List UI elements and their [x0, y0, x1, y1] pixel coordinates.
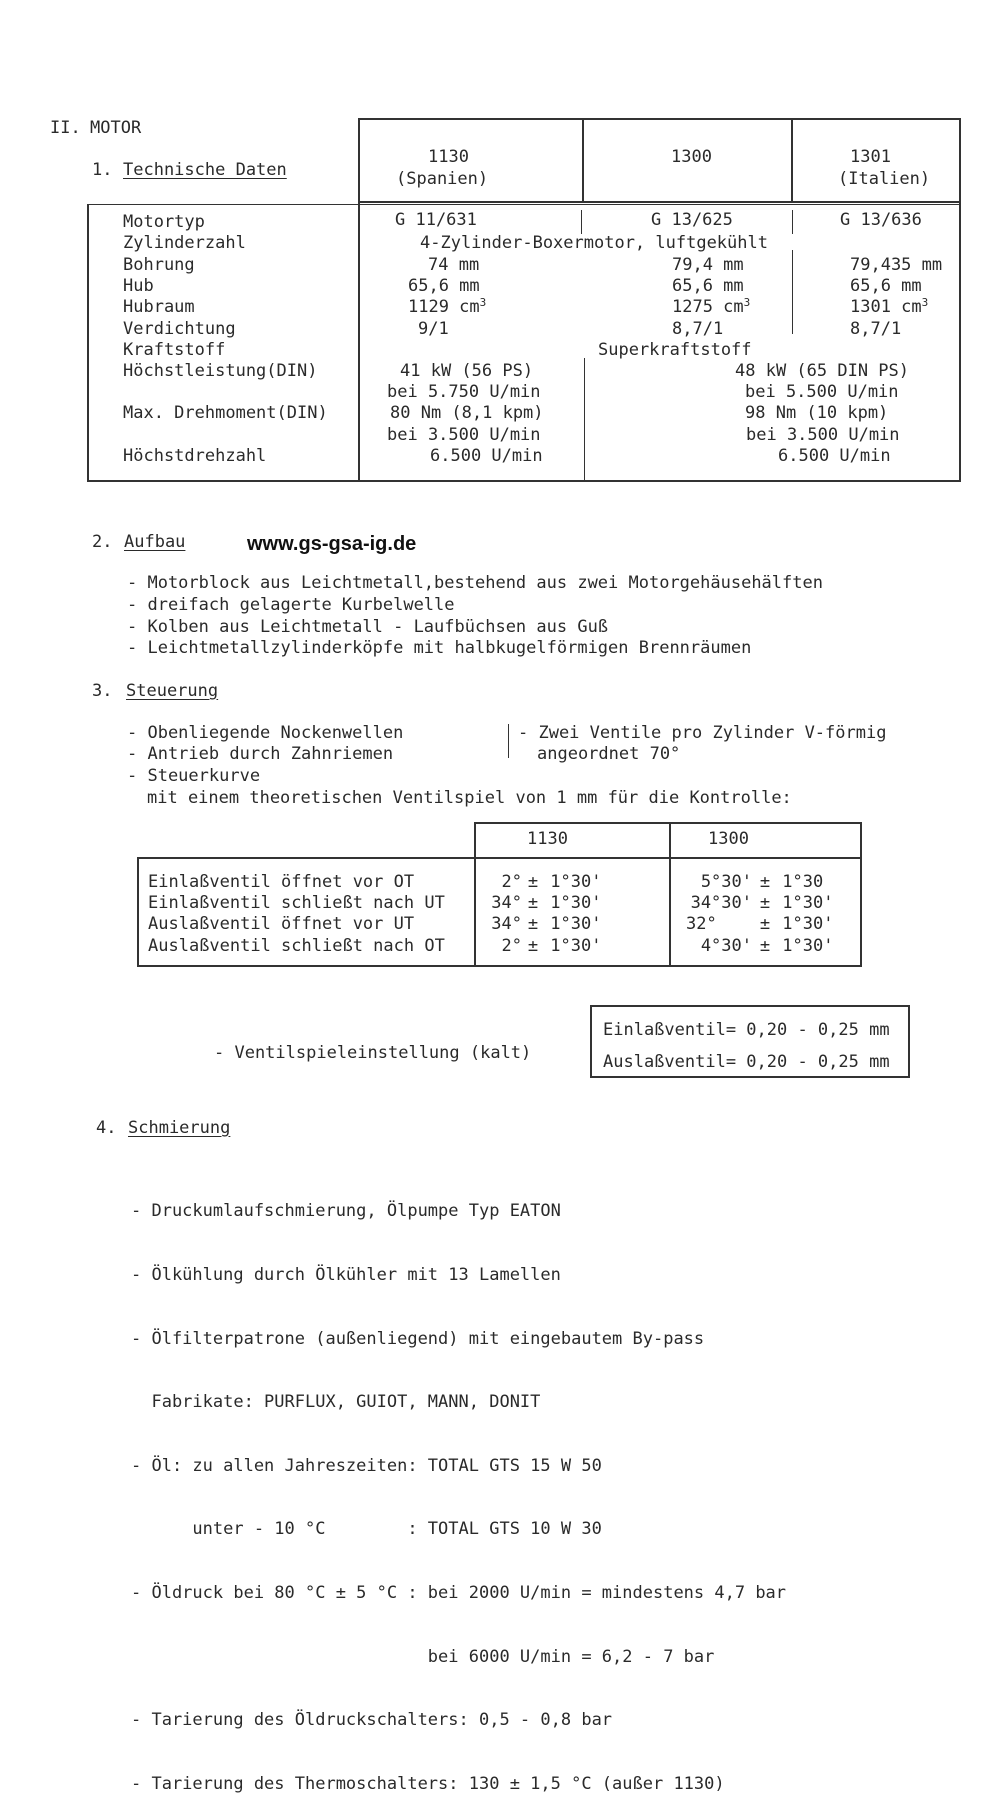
hubraum-1130-exp: 3	[479, 296, 487, 309]
valve-tol-text: 1°30'	[782, 893, 834, 913]
label-hub: Hub	[123, 276, 154, 296]
label-verdichtung: Verdichtung	[123, 319, 236, 339]
hubraum-1301-value: 1301 cm	[850, 297, 922, 317]
label-zylinderzahl: Zylinderzahl	[123, 233, 246, 253]
valve-1300-angle	[686, 914, 717, 934]
valve-1300-angle	[680, 893, 752, 913]
leistung-other-rpm: bei 5.500 U/min	[745, 382, 899, 402]
label-drehmoment: Max. Drehmoment(DIN)	[123, 403, 328, 423]
plus-minus-sign: ±	[759, 914, 771, 934]
bohrung-1300: 79,4 mm	[672, 255, 744, 275]
valve-tol-text: 1°30'	[550, 914, 602, 934]
valve-1300-angle	[680, 872, 752, 892]
tech-table-col-rule-1b	[581, 210, 582, 234]
motortyp-1130: G 11/631	[395, 210, 477, 230]
motortyp-1300: G 13/625	[651, 210, 733, 230]
tech-table-right-rule	[959, 118, 961, 482]
valve-angle-text: 2°	[501, 936, 522, 956]
valve-table-col-a	[474, 822, 476, 967]
schmierung-heading: Schmierung	[128, 1118, 231, 1138]
schmierung-line: Fabrikate: PURFLUX, GUIOT, MANN, DONIT	[131, 1392, 541, 1413]
valve-1300-tol	[758, 914, 833, 934]
col-1300-header: 1300	[671, 147, 712, 167]
valve-1130-angle	[486, 936, 522, 956]
steuerung-divider	[508, 724, 509, 758]
valve-angle-text: 5°30'	[700, 872, 752, 892]
plus-minus-sign: ±	[759, 936, 771, 956]
valve-1300-tol	[758, 872, 823, 892]
bohrung-1130: 74 mm	[428, 255, 480, 275]
leistung-1130-rpm: bei 5.750 U/min	[387, 382, 541, 402]
ventilspiel-box	[590, 1005, 910, 1078]
schmierung-line: - Druckumlaufschmierung, Ölpumpe Typ EATON	[131, 1201, 561, 1222]
plus-minus-sign: ±	[759, 872, 771, 892]
valve-table-right	[860, 822, 862, 967]
valve-1130-tol	[526, 936, 601, 956]
tech-table-col-rule-1c	[584, 358, 585, 480]
valve-1130-tol	[526, 914, 601, 934]
valve-table-bottom	[137, 965, 861, 967]
drehmoment-other: 98 Nm (10 kpm)	[745, 403, 889, 423]
label-hubraum: Hubraum	[123, 297, 195, 317]
valve-row-label: Einlaßventil öffnet vor OT	[148, 872, 415, 892]
valve-row-label: Einlaßventil schließt nach UT	[148, 893, 445, 913]
label-hoechstdrehzahl: Höchstdrehzahl	[123, 446, 267, 466]
tech-table-bottom-rule	[87, 480, 960, 482]
steuerung-heading: Steuerung	[126, 681, 219, 701]
tech-table-col-rule-2	[791, 118, 793, 203]
steuerung-number: 3.	[92, 681, 113, 701]
valve-angle-text: 34°	[491, 893, 522, 913]
leistung-1130: 41 kW (56 PS)	[400, 361, 534, 381]
aufbau-item: - Leichtmetallzylinderköpfe mit halbkugelförmigen Brennräumen	[127, 638, 752, 658]
hub-1301: 65,6 mm	[850, 276, 922, 296]
hubraum-1301	[850, 297, 928, 317]
valve-tol-text: 1°30	[782, 872, 824, 892]
section-title: MOTOR	[90, 118, 142, 138]
valve-1130-angle	[486, 914, 522, 934]
verdichtung-1300: 8,7/1	[672, 319, 724, 339]
section-number: II.	[50, 118, 81, 138]
schmierung-line: - Öl: zu allen Jahreszeiten: TOTAL GTS 15 W 50	[131, 1455, 602, 1476]
hub-1130: 65,6 mm	[408, 276, 480, 296]
hubraum-1130-value: 1129 cm	[408, 297, 480, 317]
aufbau-item: - dreifach gelagerte Kurbelwelle	[127, 595, 455, 615]
schmierung-line: bei 6000 U/min = 6,2 - 7 bar	[131, 1646, 715, 1667]
valve-tol-text: 1°30'	[550, 936, 602, 956]
valve-tol-text: 1°30'	[782, 914, 834, 934]
plus-minus-sign: ±	[527, 872, 539, 892]
label-hoechstleistung: Höchstleistung(DIN)	[123, 361, 318, 381]
steuerung-item: - Antrieb durch Zahnriemen	[127, 744, 394, 764]
hubraum-1301-exp: 3	[921, 296, 929, 309]
tech-table-top-rule	[358, 118, 960, 120]
valve-row-label: Auslaßventil schließt nach OT	[148, 936, 445, 956]
drehzahl-other: 6.500 U/min	[778, 446, 891, 466]
steuerung-kontrolle: mit einem theoretischen Ventilspiel von 1 mm für die Kontrolle:	[147, 788, 792, 808]
drehmoment-other-rpm: bei 3.500 U/min	[746, 425, 900, 445]
tech-table-left-rule	[87, 204, 89, 482]
verdichtung-1130: 9/1	[418, 319, 449, 339]
drehmoment-1130: 80 Nm (8,1 kpm)	[390, 403, 544, 423]
kraftstoff-all: Superkraftstoff	[598, 340, 752, 360]
steuerung-item: - Steuerkurve	[127, 766, 261, 786]
tech-heading-number: 1.	[92, 160, 113, 180]
leistung-other: 48 kW (65 DIN PS)	[735, 361, 909, 381]
steuerung-item: - Obenliegende Nockenwellen	[127, 723, 404, 743]
verdichtung-1301: 8,7/1	[850, 319, 902, 339]
valve-1130-angle	[486, 893, 522, 913]
drehzahl-1130: 6.500 U/min	[430, 446, 543, 466]
label-motortyp: Motortyp	[123, 212, 205, 232]
aufbau-item: - Kolben aus Leichtmetall - Laufbüchsen aus Guß	[127, 617, 609, 637]
valve-table-header-bottom	[137, 857, 861, 859]
plus-minus-sign: ±	[759, 893, 771, 913]
valve-col-1130: 1130	[527, 829, 568, 849]
aufbau-item: - Motorblock aus Leichtmetall,bestehend aus zwei Motorgehäusehälften	[127, 573, 823, 593]
steuerung-right-item: angeordnet 70°	[537, 744, 681, 764]
schmierung-line: - Tarierung des Thermoschalters: 130 ± 1,5 °C (außer 1130)	[131, 1773, 725, 1794]
tech-heading: Technische Daten	[123, 160, 287, 180]
ventilspiel-auslass: Auslaßventil= 0,20 - 0,25 mm	[603, 1052, 890, 1072]
schmierung-line: - Tarierung des Öldruckschalters: 0,5 - 0,8 bar	[131, 1710, 613, 1731]
valve-table-left	[137, 857, 139, 967]
hubraum-1300	[672, 297, 750, 317]
schmierung-line: - Ölfilterpatrone (außenliegend) mit eingebautem By-pass	[131, 1328, 705, 1349]
valve-tol-text: 1°30'	[550, 893, 602, 913]
drehmoment-1130-rpm: bei 3.500 U/min	[387, 425, 541, 445]
valve-1130-angle	[486, 872, 522, 892]
tech-table-col-rule-1	[582, 118, 584, 203]
hubraum-1300-value: 1275 cm	[672, 297, 744, 317]
valve-1300-tol	[758, 893, 833, 913]
hub-1300: 65,6 mm	[672, 276, 744, 296]
aufbau-heading: Aufbau	[124, 532, 186, 552]
valve-table-col-b	[669, 822, 671, 967]
schmierung-lines	[131, 1159, 786, 1816]
tech-table-header-rule	[358, 201, 960, 203]
tech-table-col-rule-2b	[792, 210, 793, 234]
label-bohrung: Bohrung	[123, 255, 195, 275]
valve-angle-text: 32°	[686, 914, 717, 934]
hubraum-1300-exp: 3	[743, 296, 751, 309]
valve-angle-text: 2°	[501, 872, 522, 892]
valve-table-top	[474, 822, 861, 824]
bohrung-1301: 79,435 mm	[850, 255, 943, 275]
aufbau-number: 2.	[92, 532, 113, 552]
schmierung-number: 4.	[96, 1118, 117, 1138]
col-1130-sub: (Spanien)	[396, 169, 489, 189]
valve-1300-angle	[680, 936, 752, 956]
col-1301-header: 1301	[850, 147, 891, 167]
valve-row-label: Auslaßventil öffnet vor UT	[148, 914, 415, 934]
valve-angle-text: 34°30'	[690, 893, 752, 913]
valve-angle-text: 4°30'	[700, 936, 752, 956]
tech-table-body-top-rule	[87, 204, 960, 205]
ventilspiel-einlass: Einlaßventil= 0,20 - 0,25 mm	[603, 1020, 890, 1040]
valve-col-1300: 1300	[708, 829, 749, 849]
schmierung-line: - Ölkühlung durch Ölkühler mit 13 Lamellen	[131, 1265, 561, 1286]
hubraum-1130	[408, 297, 486, 317]
tech-table-label-rule	[358, 118, 360, 482]
zylinderzahl-all: 4-Zylinder-Boxermotor, luftgekühlt	[420, 233, 768, 253]
motortyp-1301: G 13/636	[840, 210, 922, 230]
label-kraftstoff: Kraftstoff	[123, 340, 226, 360]
valve-1130-tol	[526, 893, 601, 913]
col-1301-sub: (Italien)	[838, 169, 931, 189]
plus-minus-sign: ±	[527, 893, 539, 913]
valve-angle-text: 34°	[491, 914, 522, 934]
plus-minus-sign: ±	[527, 936, 539, 956]
steuerung-right-item: - Zwei Ventile pro Zylinder V-förmig	[518, 723, 887, 743]
website-watermark: www.gs-gsa-ig.de	[247, 533, 417, 555]
schmierung-line: - Öldruck bei 80 °C ± 5 °C : bei 2000 U/min = mindestens 4,7 bar	[131, 1583, 787, 1604]
valve-1300-tol	[758, 936, 833, 956]
plus-minus-sign: ±	[527, 914, 539, 934]
schmierung-line: unter - 10 °C : TOTAL GTS 10 W 30	[131, 1519, 602, 1540]
tech-table-col-rule-2c	[792, 250, 793, 334]
col-1130-header: 1130	[428, 147, 469, 167]
valve-tol-text: 1°30'	[550, 872, 602, 892]
ventilspiel-label: - Ventilspieleinstellung (kalt)	[214, 1043, 532, 1063]
valve-1130-tol	[526, 872, 601, 892]
valve-tol-text: 1°30'	[782, 936, 834, 956]
